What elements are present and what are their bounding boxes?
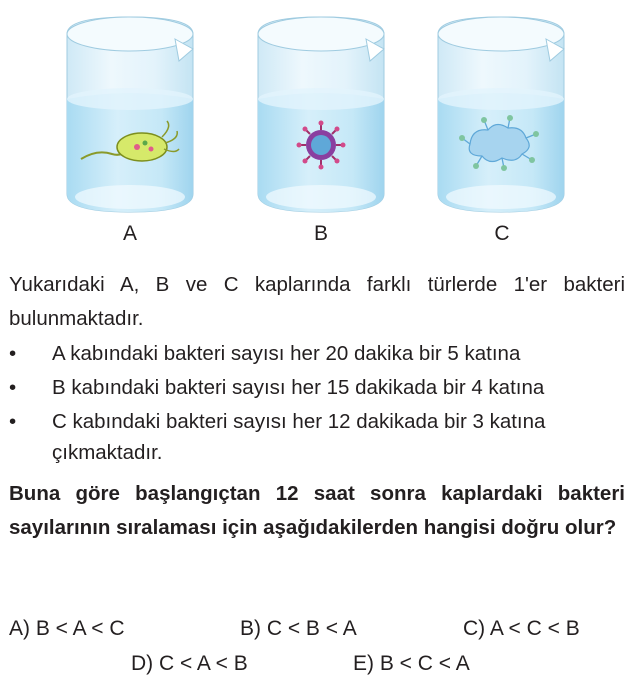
spiky-virus-icon: [297, 121, 346, 170]
list-item-text: C kabındaki bakteri sayısı her 12 dakikada bir 3 katına: [52, 410, 546, 433]
bullet-icon: •: [9, 376, 17, 399]
intro-paragraph: Yukarıdaki A, B ve C kaplarında farklı türlerde 1'er bakteri bulunmaktadır.: [9, 273, 625, 330]
question-text: Buna göre başlangıçtan 12 saat sonra kaplardaki bakteri sayılarının sıralaması için aşağıdakilerden hangisi doğru olur?: [9, 482, 625, 539]
beakers-illustration: [0, 0, 632, 250]
beaker-c: [438, 17, 564, 212]
list-item-text: B kabındaki bakteri sayısı her 15 dakikada bir 4 katına: [52, 376, 545, 399]
option-d[interactable]: D) C < A < B: [131, 652, 248, 675]
beaker-label-b: B: [313, 222, 328, 245]
beaker-a: [67, 17, 193, 212]
beaker-label-a: A: [122, 222, 137, 245]
option-e[interactable]: E) B < C < A: [353, 652, 470, 675]
list-item-text: A kabındaki bakteri sayısı her 20 dakika bir 5 katına: [52, 342, 521, 365]
beaker-label-c: C: [494, 222, 510, 245]
option-b[interactable]: B) C < B < A: [240, 617, 357, 640]
beaker-b: [258, 17, 384, 212]
bullet-icon: •: [9, 342, 17, 365]
option-c[interactable]: C) A < C < B: [463, 617, 580, 640]
bullet-icon: •: [9, 410, 17, 433]
option-a[interactable]: A) B < A < C: [9, 617, 125, 640]
list-continuation: çıkmaktadır.: [52, 441, 163, 464]
